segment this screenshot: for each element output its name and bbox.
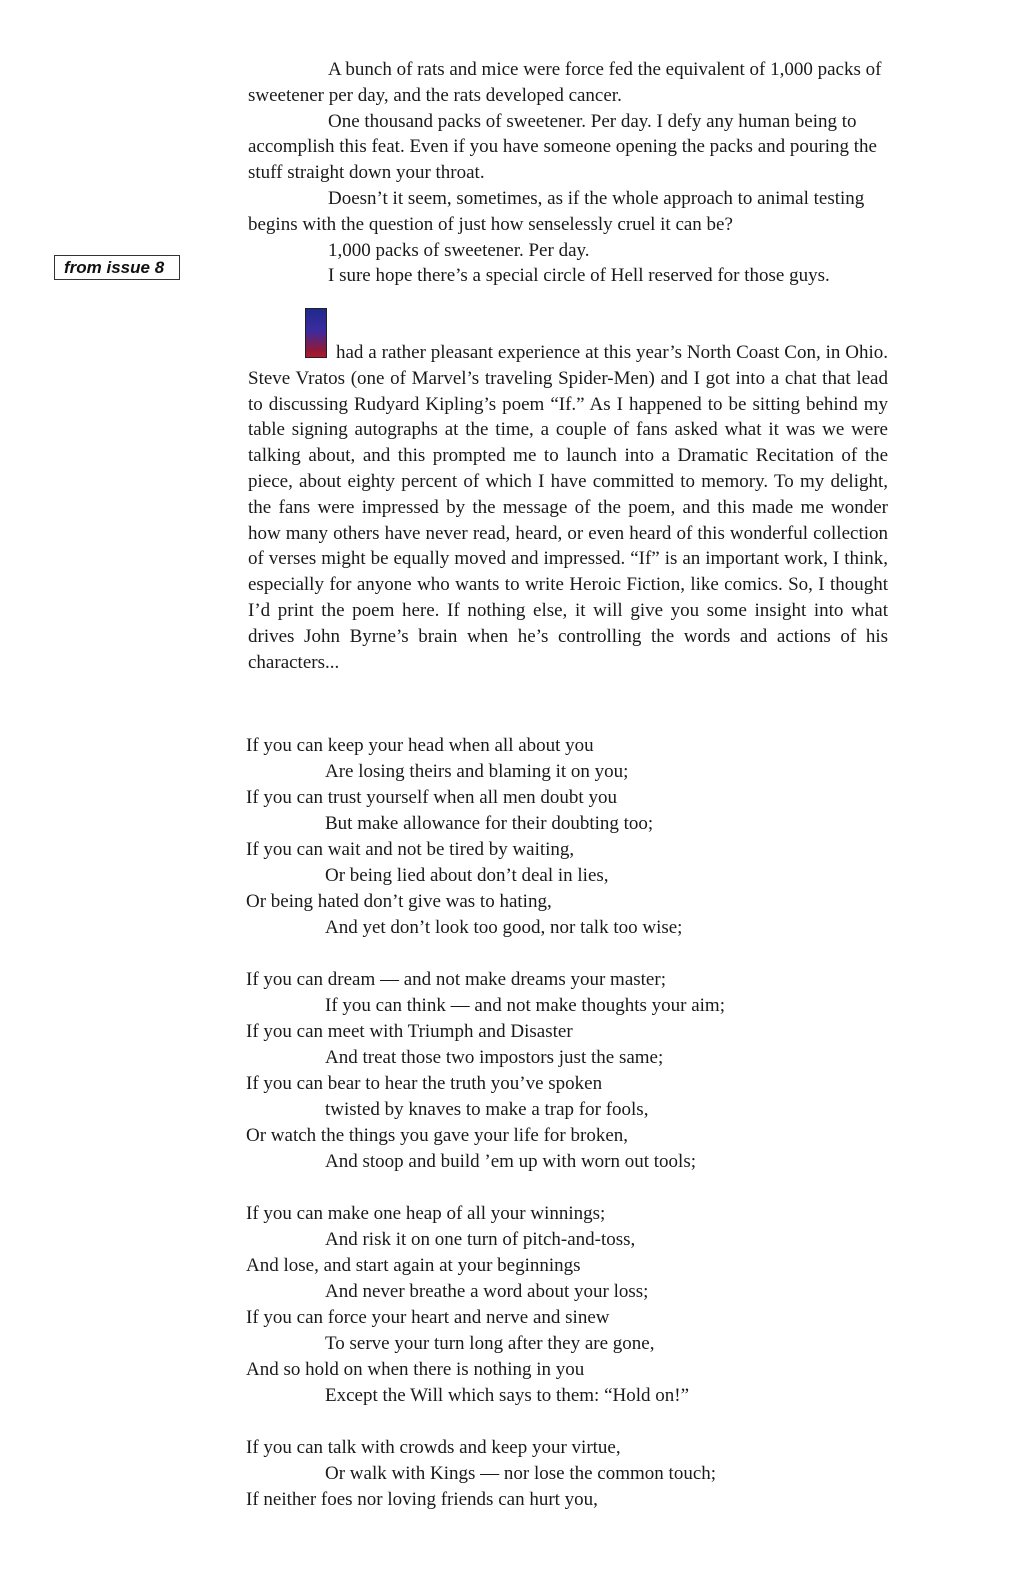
poem-line: If neither foes nor loving friends can hurt you, — [246, 1489, 598, 1510]
poem-line: Or watch the things you gave your life for broken, — [246, 1125, 629, 1146]
poem-line: Or walk with Kings — nor lose the common touch; — [325, 1463, 717, 1484]
poem-stanza-1 — [246, 733, 886, 941]
poem-line: If you can force your heart and nerve and sinew — [246, 1307, 610, 1328]
poem-line: If you can keep your head when all about you — [246, 735, 594, 756]
intro-paragraph: 1,000 packs of sweetener. Per day. — [328, 239, 590, 261]
poem-line: If you can bear to hear the truth you’ve spoken — [246, 1073, 603, 1094]
drop-cap-letter — [305, 308, 327, 358]
poem-line: If you can wait and not be tired by waiting, — [246, 839, 575, 860]
poem-line: And risk it on one turn of pitch-and-toss, — [325, 1229, 636, 1250]
poem-stanza-3 — [246, 1201, 886, 1409]
poem-line: If you can trust yourself when all men doubt you — [246, 787, 617, 808]
poem-line: And stoop and build ’em up with worn out tools; — [325, 1151, 697, 1172]
poem-stanza-2 — [246, 967, 886, 1175]
poem-line: Or being hated don’t give was to hating, — [246, 891, 552, 912]
essay-section — [248, 340, 888, 675]
intro-paragraph: A bunch of rats and mice were force fed the equivalent of 1,000 packs of sweetener per day, and the rats developed cancer. — [248, 59, 882, 106]
poem-line: If you can make one heap of all your winnings; — [246, 1203, 606, 1224]
poem-line: But make allowance for their doubting too; — [325, 813, 654, 834]
poem-line: And lose, and start again at your beginnings — [246, 1255, 581, 1276]
poem-line: If you can dream — and not make dreams your master; — [246, 969, 666, 990]
poem-line: If you can talk with crowds and keep your virtue, — [246, 1437, 621, 1458]
poem-line: And treat those two impostors just the same; — [325, 1047, 664, 1068]
poem-line: If you can meet with Triumph and Disaster — [246, 1021, 573, 1042]
poem-line: Except the Will which says to them: “Hold on!” — [325, 1385, 690, 1406]
intro-paragraph: One thousand packs of sweetener. Per day. I defy any human being to accomplish this feat. Even if you have someone opening the packs and pouring the stuff straight down your throat. — [248, 110, 877, 184]
poem-line: Are losing theirs and blaming it on you; — [325, 761, 629, 782]
poem-line: And so hold on when there is nothing in you — [246, 1359, 585, 1380]
poem-line: And never breathe a word about your loss; — [325, 1281, 649, 1302]
issue-label: from issue 8 — [54, 255, 180, 280]
poem-line: To serve your turn long after they are gone, — [325, 1333, 655, 1354]
poem-line: Or being lied about don’t deal in lies, — [325, 865, 609, 886]
intro-paragraph: Doesn’t it seem, sometimes, as if the whole approach to animal testing begins with the question of just how senselessly cruel it can be? — [248, 187, 865, 235]
poem-line: And yet don’t look too good, nor talk too wise; — [325, 917, 683, 938]
intro-section — [248, 57, 888, 289]
poem-line: twisted by knaves to make a trap for fools, — [325, 1099, 649, 1120]
essay-text: had a rather pleasant experience at this year’s North Coast Con, in Ohio. Steve Vratos (one of Marvel’s traveling Spider-Men) and I got into a chat that lead to discussing Rudyard Kipling’s poem “If.” As I happened to be sitting behind my table signing autographs at the time, a couple of fans asked what it was we were talking about, and this prompted me to launch into a Dramatic Recitation of the piece, about eighty percent of which I have committed to memory. To my delight, the fans were impressed by the message of the poem, and this made me wonder how many others have never read, heard, or even heard of this wonderful collection of verses might be equally moved and impressed. “If” is an important work, I think, especially for anyone who wants to write Heroic Fiction, like comics. So, I thought I’d print the poem here. If nothing else, it will give you some insight into what drives John Byrne’s brain when he’s controlling the words and actions of his characters... — [248, 342, 888, 673]
poem-line: If you can think — and not make thoughts your aim; — [325, 995, 725, 1016]
essay-paragraph — [248, 340, 888, 675]
poem-stanza-4 — [246, 1435, 886, 1513]
intro-paragraph: I sure hope there’s a special circle of Hell reserved for those guys. — [328, 265, 830, 287]
